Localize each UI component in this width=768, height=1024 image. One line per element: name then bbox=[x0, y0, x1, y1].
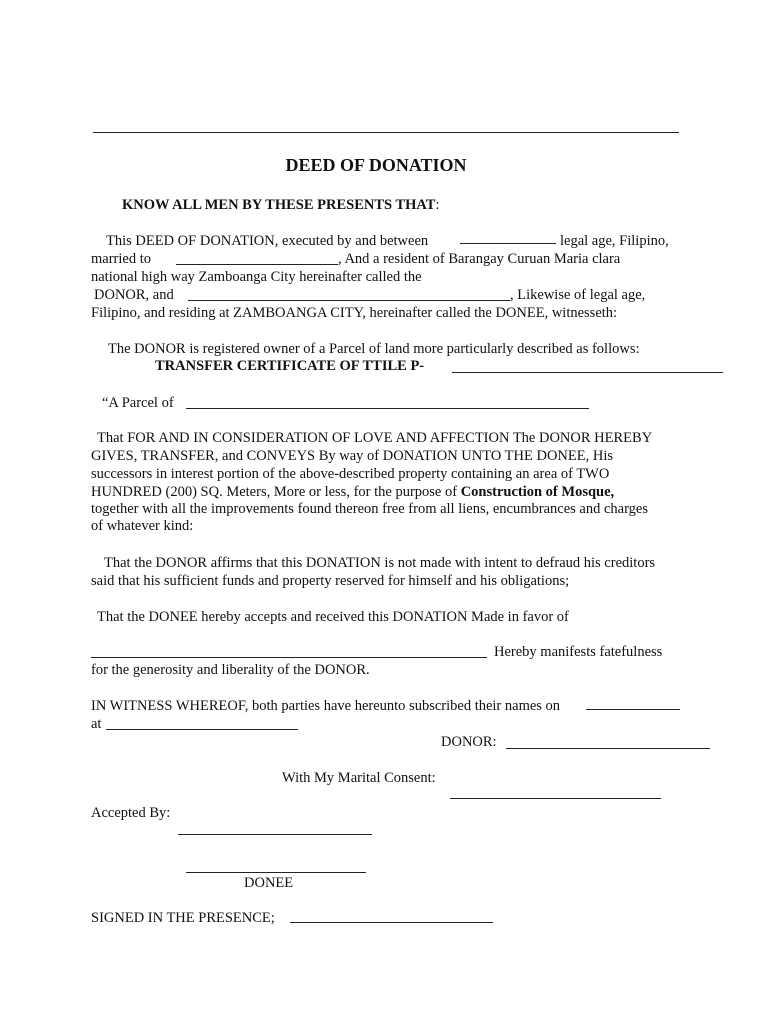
para1-line2b: , And a resident of Barangay Curuan Maria clara bbox=[338, 251, 621, 267]
donee-signature-blank bbox=[186, 872, 366, 873]
donor-name-blank bbox=[460, 243, 556, 244]
para1-line2a: married to bbox=[91, 251, 151, 267]
para3-line3: successors in interest portion of the above-described property containing an area of TWO bbox=[91, 466, 610, 482]
witness-line1: IN WITNESS WHEREOF, both parties have hereunto subscribed their names on bbox=[91, 698, 561, 714]
para1-line1b: legal age, Filipino, bbox=[560, 233, 669, 249]
witness-signature-blank bbox=[290, 922, 493, 923]
top-rule bbox=[93, 132, 679, 133]
marital-consent-label: With My Marital Consent: bbox=[282, 770, 436, 786]
para5-line1: That the DONEE hereby accepts and received this DONATION Made in favor of bbox=[97, 609, 569, 625]
para1-line4b: , Likewise of legal age, bbox=[510, 287, 646, 303]
para4-line2: said that his sufficient funds and property reserved for himself and his obligations; bbox=[91, 573, 570, 589]
accepted-by-label: Accepted By: bbox=[91, 805, 171, 821]
para5-line3: for the generosity and liberality of the DONOR. bbox=[91, 662, 370, 678]
heading: KNOW ALL MEN BY THESE PRESENTS THAT: bbox=[122, 197, 440, 213]
accepted-signature-blank bbox=[178, 834, 372, 835]
tct-number-blank bbox=[452, 372, 723, 373]
purpose-text: Construction of Mosque, bbox=[460, 484, 615, 500]
para4-line1: That the DONOR affirms that this DONATION is not made with intent to defraud his creditors bbox=[104, 555, 656, 571]
parcel-description-blank bbox=[186, 408, 589, 409]
witness-line2: at bbox=[91, 716, 102, 732]
para3-line5: together with all the improvements found thereon free from all liens, encumbrances and charges bbox=[91, 501, 648, 517]
favor-of-blank bbox=[91, 657, 487, 658]
para1-line1a: This DEED OF DONATION, executed by and between bbox=[106, 233, 429, 249]
spouse-signature-blank bbox=[450, 798, 661, 799]
donee-name-blank bbox=[188, 300, 510, 301]
parcel-label: “A Parcel of bbox=[102, 395, 174, 411]
para3-line4: HUNDRED (200) SQ. Meters, More or less, for the purpose of Construction of Mosque, bbox=[91, 484, 615, 500]
para3-line6: of whatever kind: bbox=[91, 518, 194, 534]
para1-line3: national high way Zamboanga City hereinafter called the bbox=[91, 269, 422, 285]
para3-line2: GIVES, TRANSFER, and CONVEYS By way of DONATION UNTO THE DONEE, His bbox=[91, 448, 613, 464]
para2-line1: The DONOR is registered owner of a Parcel of land more particularly described as follows: bbox=[108, 341, 640, 357]
para1-line5: Filipino, and residing at ZAMBOANGA CITY, hereinafter called the DONEE, witnesseth: bbox=[91, 305, 618, 321]
signed-presence-label: SIGNED IN THE PRESENCE; bbox=[91, 910, 275, 926]
donor-label: DONOR: bbox=[441, 734, 497, 750]
para5-line2: Hereby manifests fatefulness bbox=[494, 644, 663, 660]
tct-label: TRANSFER CERTIFICATE OF TTILE P- bbox=[155, 358, 425, 374]
spouse-name-blank bbox=[176, 264, 338, 265]
date-blank bbox=[586, 709, 680, 710]
donor-signature-blank bbox=[506, 748, 710, 749]
para1-line4a: DONOR, and bbox=[94, 287, 174, 303]
donee-label: DONEE bbox=[244, 875, 294, 891]
place-blank bbox=[106, 729, 298, 730]
page-title: DEED OF DONATION bbox=[285, 155, 467, 175]
para3-line1: That FOR AND IN CONSIDERATION OF LOVE AND AFFECTION The DONOR HEREBY bbox=[97, 430, 653, 446]
